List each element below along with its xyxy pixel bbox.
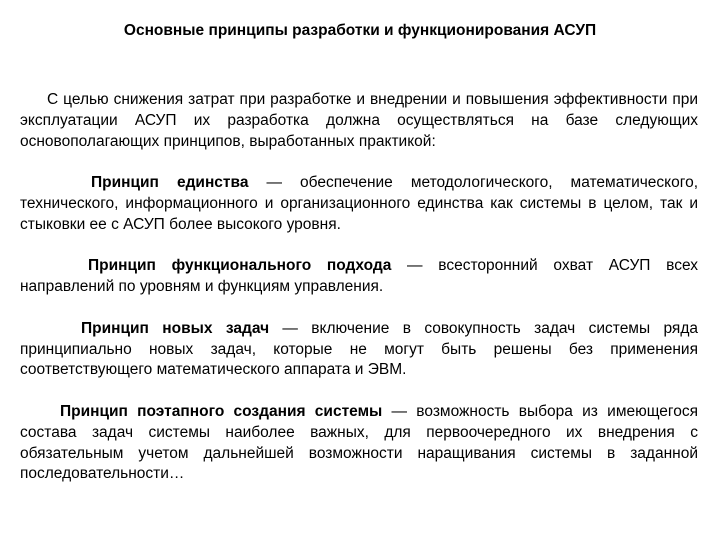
slide-body (20, 90, 698, 485)
principle-term-new-tasks: Принцип новых задач (81, 319, 270, 337)
principle-text-unity: — обеспечение методологического, математического, технического, информационного и организационного единства как системы в целом, так и стыковки ее с АСУП более высокого уровня. (20, 174, 698, 233)
principle-text-functional: — всесторонний охват АСУП всех направлений по уровням и функциям управления. (20, 257, 699, 296)
principle-term-unity: Принцип единства (91, 174, 249, 192)
principle-paragraph-unity (20, 173, 698, 235)
principle-text-new-tasks: — включение в совокупность задач системы ряда принципиально новых задач, которые не могут быть решены без применения соответствующего математического аппарата и ЭВМ. (20, 319, 698, 379)
intro-paragraph: С целью снижения затрат при разработке и внедрении и повышения эффективности при эксплуатации АСУП их разработка должна осуществляться на базе следующих основополагающих принципов, выработанных практикой: (20, 91, 698, 150)
principle-term-functional: Принцип функционального подхода (88, 257, 392, 275)
principle-paragraph-staged (20, 402, 698, 485)
principle-term-staged: Принцип поэтапного создания системы (60, 402, 383, 420)
slide-title: Основные принципы разработки и функционирования АСУП (123, 22, 597, 39)
principle-text-staged: — возможность выбора из имеющегося состава задач системы наиболее важных, для первоочередного их внедрения с обязательным учетом дальнейшей возможности наращивания системы в заданной последовательности… (20, 402, 699, 483)
principle-paragraph-new-tasks (20, 319, 698, 381)
principle-paragraph-functional (20, 256, 698, 298)
